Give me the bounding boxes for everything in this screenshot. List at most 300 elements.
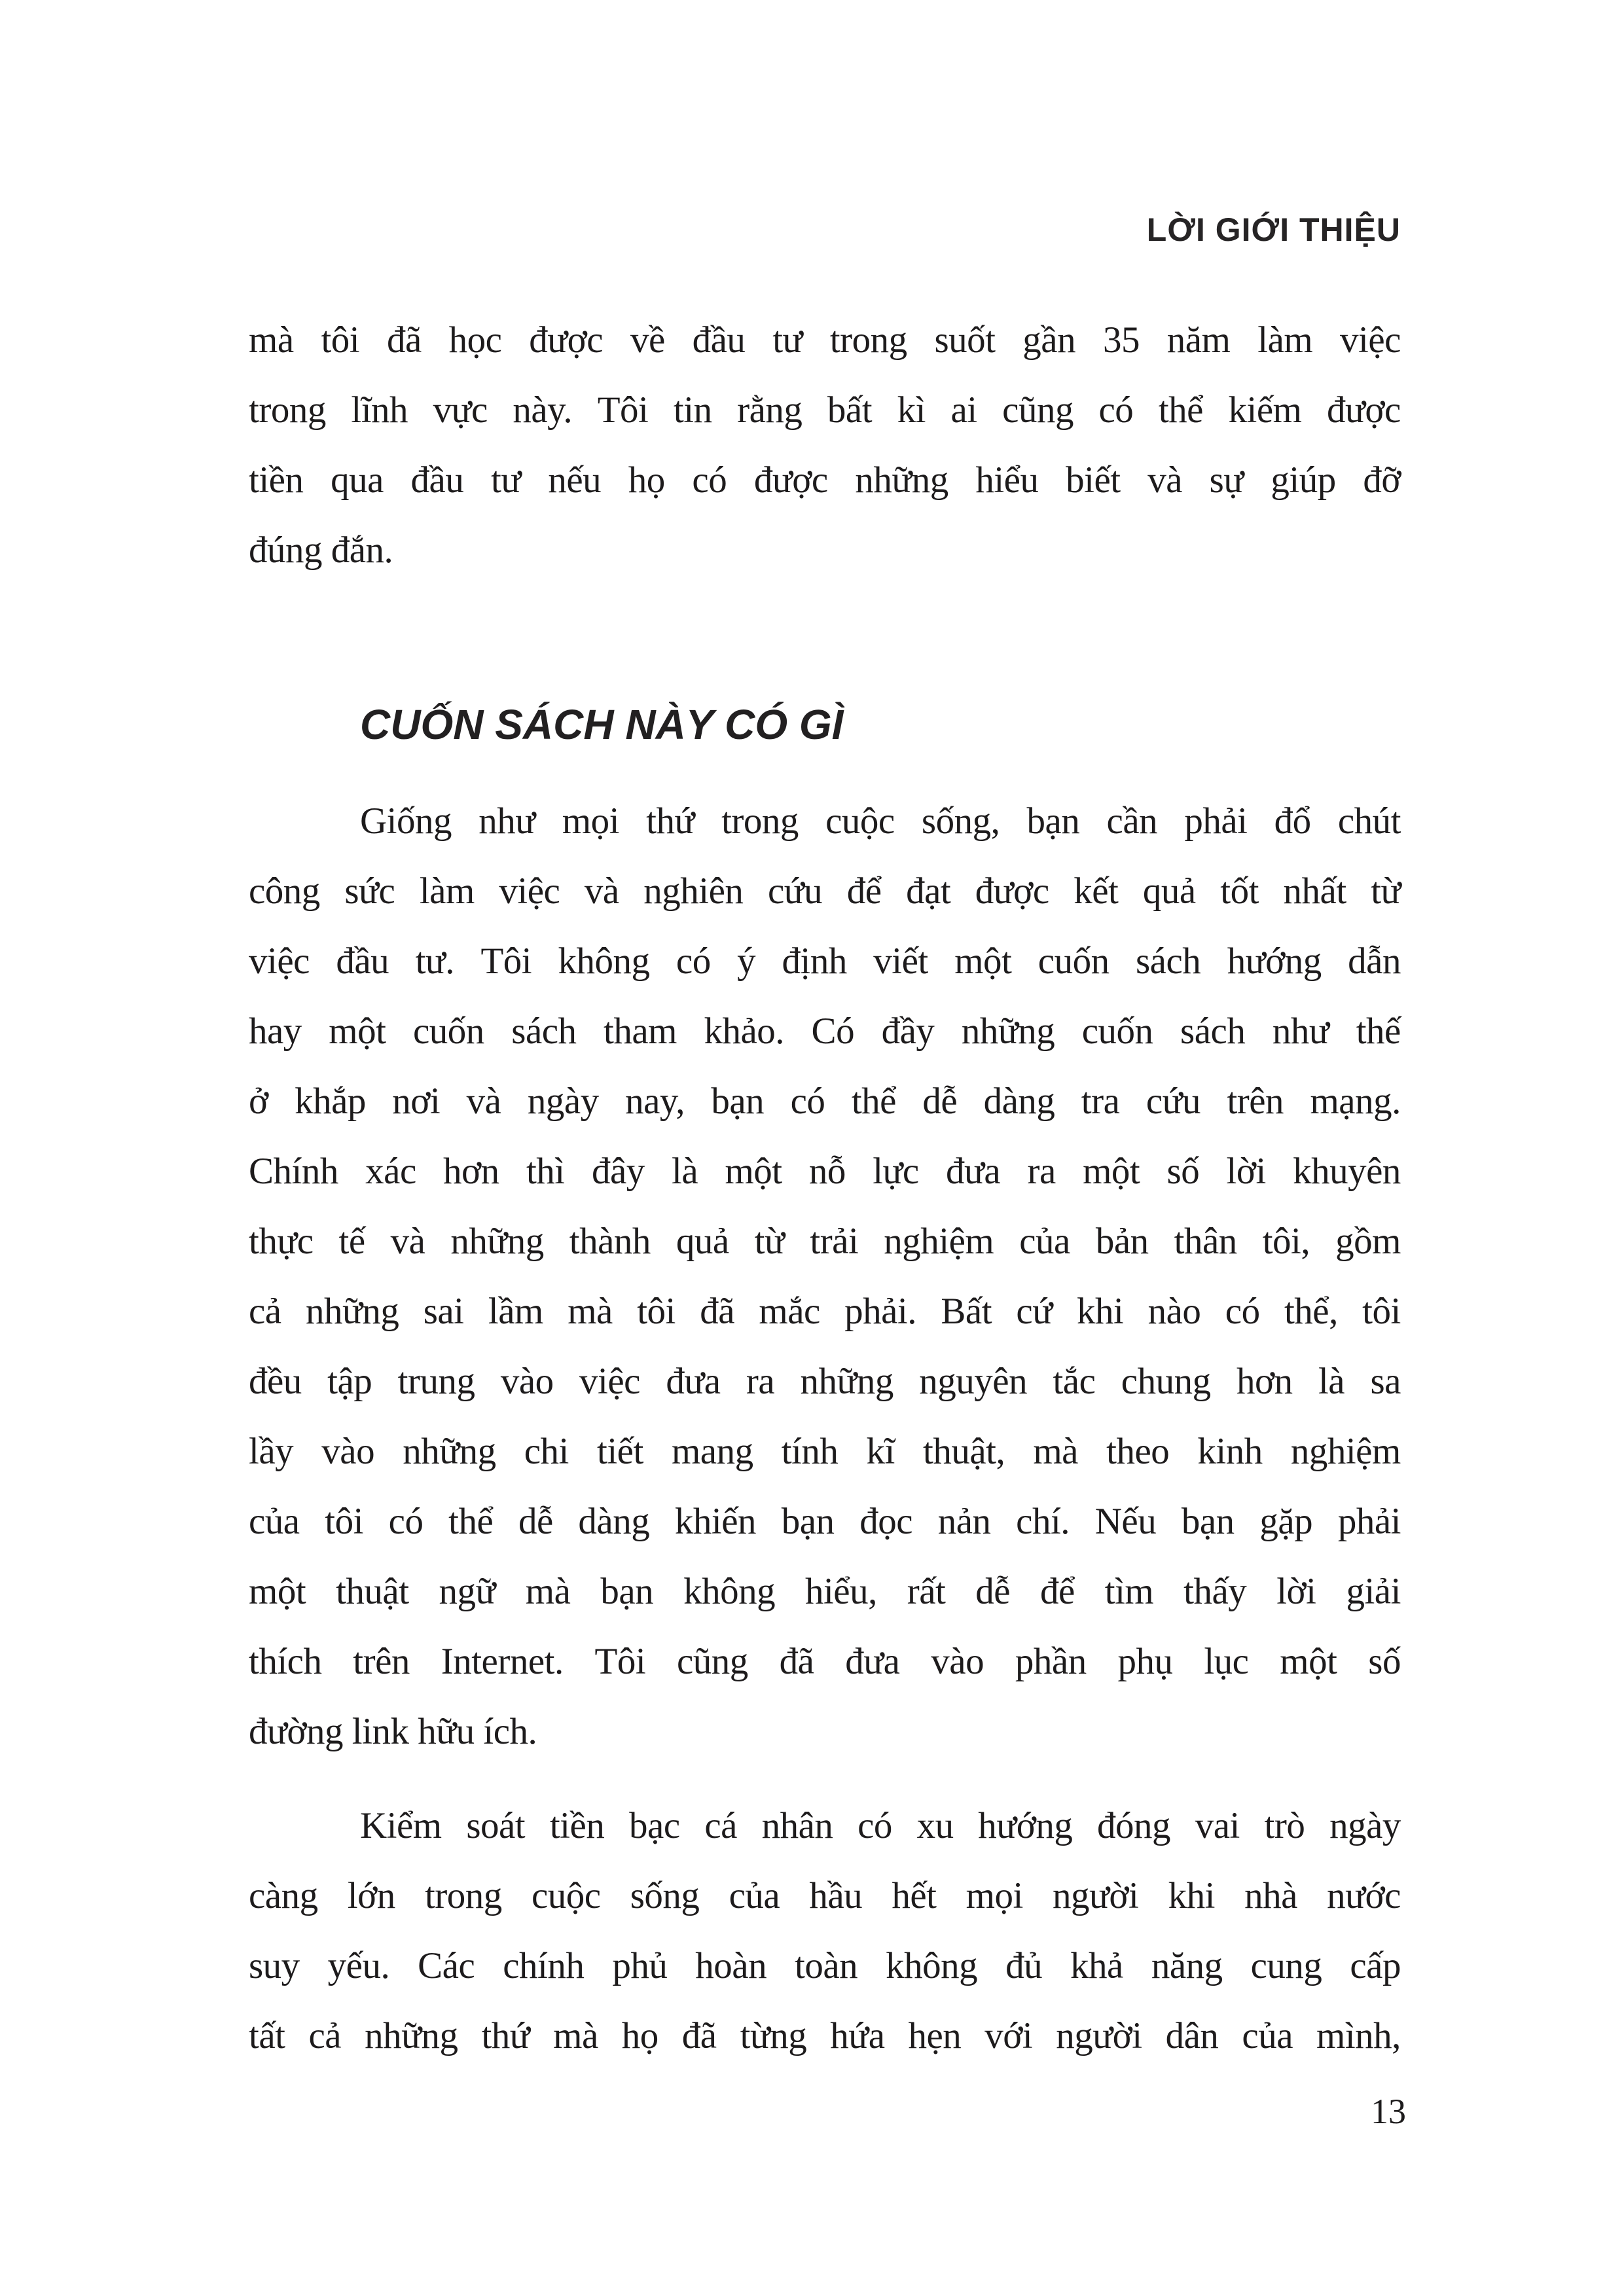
word: đóng: [1097, 1805, 1171, 1846]
word: viết: [873, 941, 928, 982]
word: dàng: [578, 1501, 650, 1542]
word: tôi: [1362, 1291, 1401, 1332]
word: hoàn: [695, 1945, 767, 1986]
word: tắc: [1053, 1361, 1096, 1402]
word: vai: [1195, 1805, 1240, 1846]
word: ý: [737, 941, 756, 982]
word: những: [365, 2015, 458, 2056]
word: được: [975, 870, 1049, 912]
word: dễ: [975, 1571, 1011, 1612]
word: ra: [746, 1361, 775, 1402]
word: từ: [1371, 870, 1401, 912]
word: của: [249, 1501, 300, 1542]
word: hầu: [809, 1875, 863, 1916]
word: kết: [1074, 870, 1119, 912]
word: đầy: [881, 1011, 935, 1052]
word: này.: [513, 389, 573, 431]
word: những: [855, 459, 948, 501]
word: hướng: [1227, 941, 1322, 982]
word: gần: [1022, 319, 1076, 361]
word: bạn: [600, 1571, 654, 1612]
word: mang: [671, 1431, 753, 1472]
text-line: [249, 1136, 1401, 1206]
word: bạn: [781, 1501, 835, 1542]
word: sống: [630, 1875, 700, 1916]
word: tốt: [1220, 870, 1259, 912]
running-header: LỜI GIỚI THIỆU: [1146, 211, 1401, 248]
word: kinh: [1197, 1431, 1263, 1472]
word: không: [886, 1945, 978, 1986]
word: với: [984, 2015, 1033, 2056]
word: soát: [466, 1805, 526, 1846]
word: cuốn: [1081, 1011, 1153, 1052]
word: đã: [700, 1291, 735, 1332]
word: lầm: [488, 1291, 543, 1332]
word: khảo.: [704, 1011, 785, 1052]
word: và: [584, 870, 619, 912]
word: phải: [1184, 800, 1248, 842]
word: họ: [621, 2015, 659, 2056]
word: học: [448, 319, 502, 361]
word: Bất: [941, 1291, 992, 1332]
word: và: [390, 1221, 425, 1262]
text-line: [249, 445, 1401, 515]
word: sống,: [921, 800, 1000, 842]
word: bạn: [1026, 800, 1080, 842]
word: cuốn: [412, 1011, 484, 1052]
word: định: [782, 941, 847, 982]
word: Giống: [360, 800, 452, 842]
word: dễ: [518, 1501, 553, 1542]
word: khiến: [674, 1501, 757, 1542]
word: đầu: [692, 319, 746, 361]
word: toàn: [795, 1945, 858, 1986]
word: những: [450, 1221, 544, 1262]
word: của: [1242, 2015, 1293, 2056]
word: tư: [490, 459, 521, 501]
word: những: [800, 1361, 893, 1402]
word: tôi: [325, 1501, 363, 1542]
word: lời: [1276, 1571, 1316, 1612]
word: mà: [1033, 1431, 1078, 1472]
word: ra: [1027, 1151, 1056, 1192]
word: đạt: [906, 870, 951, 912]
word: được: [529, 319, 604, 361]
word: hướng: [978, 1805, 1073, 1846]
word: ai: [950, 389, 977, 431]
word: có: [857, 1805, 892, 1846]
word: hiểu,: [804, 1571, 877, 1612]
word: cũng: [677, 1641, 748, 1682]
text-line: [249, 1416, 1401, 1486]
word: trên: [353, 1641, 410, 1682]
text-line: [249, 1066, 1401, 1136]
word: ngày: [527, 1081, 599, 1122]
word: người: [1053, 1875, 1139, 1916]
word: cuộc: [531, 1875, 601, 1916]
text-line: [249, 1486, 1401, 1556]
word: thể: [448, 1501, 494, 1542]
word: đổ: [1274, 800, 1311, 842]
word: người: [1056, 2015, 1142, 2056]
word: vào: [500, 1361, 554, 1402]
word: thành: [569, 1221, 651, 1262]
word: bất: [827, 389, 873, 431]
word: đỡ: [1363, 459, 1401, 501]
word: rất: [907, 1571, 946, 1612]
text-line: [249, 1931, 1401, 2001]
word: sức: [344, 870, 395, 912]
word: ngày: [1329, 1805, 1401, 1846]
word: đều: [249, 1361, 302, 1402]
word: năm: [1166, 319, 1231, 361]
word: như: [478, 800, 535, 842]
word: họ: [628, 459, 665, 501]
word: dẫn: [1348, 941, 1401, 982]
word: bạc: [629, 1805, 680, 1846]
word: ở: [249, 1081, 268, 1122]
word: ngữ: [439, 1571, 496, 1612]
word: Internet.: [441, 1641, 564, 1682]
word: có: [790, 1081, 825, 1122]
word: thân: [1174, 1221, 1237, 1262]
word: hẹn: [908, 2015, 962, 2056]
word: mà: [525, 1571, 571, 1612]
word: tôi: [321, 319, 360, 361]
word: được: [1327, 389, 1401, 431]
word: một: [1280, 1641, 1337, 1682]
word: cứu: [1146, 1081, 1201, 1122]
word: càng: [249, 1875, 318, 1916]
word: lĩnh: [351, 389, 408, 431]
word: lầy: [249, 1431, 294, 1472]
word: tư.: [415, 941, 455, 982]
word: tư: [772, 319, 803, 361]
word: Tôi: [597, 389, 649, 431]
word: kì: [897, 389, 926, 431]
word: cuốn: [1038, 941, 1110, 982]
word: những: [961, 1011, 1055, 1052]
word: nguyên: [919, 1361, 1028, 1402]
word: thể: [851, 1081, 896, 1122]
word: nhất: [1283, 870, 1346, 912]
word: một: [725, 1151, 782, 1192]
word: nản: [937, 1501, 991, 1542]
word: để: [1040, 1571, 1075, 1612]
text-line: [249, 996, 1401, 1066]
word: nghiệm: [884, 1221, 994, 1262]
word: Tôi: [480, 941, 532, 982]
text-line: [249, 1556, 1401, 1626]
word: vào: [931, 1641, 984, 1682]
word: phải: [1337, 1501, 1401, 1542]
word: tất: [249, 2015, 285, 2056]
word: là: [1318, 1361, 1345, 1402]
word: việc: [499, 870, 560, 912]
word: năng: [1151, 1945, 1223, 1986]
word: và: [466, 1081, 501, 1122]
word: là: [672, 1151, 698, 1192]
word: để: [846, 870, 882, 912]
word: phụ: [1117, 1641, 1173, 1682]
text-line: đúng đắn.: [249, 529, 393, 571]
text-line: [249, 305, 1401, 375]
word: có: [1098, 389, 1134, 431]
word: đã: [681, 2015, 717, 2056]
word: của: [1019, 1221, 1070, 1262]
word: một: [1083, 1151, 1140, 1192]
word: những: [305, 1291, 399, 1332]
word: trò: [1264, 1805, 1305, 1846]
word: thuật,: [922, 1431, 1005, 1472]
word: tin: [673, 389, 712, 431]
word: từ: [754, 1221, 785, 1262]
word: kiếm: [1228, 389, 1302, 431]
word: xu: [916, 1805, 954, 1846]
word: cả: [249, 1291, 281, 1332]
word: đầu: [336, 941, 389, 982]
word: hiểu: [975, 459, 1039, 501]
word: sa: [1370, 1361, 1401, 1402]
word: khuyên: [1293, 1151, 1401, 1192]
word: phần: [1015, 1641, 1087, 1682]
word: việc: [249, 941, 310, 982]
word: số: [1166, 1151, 1200, 1192]
section-heading: CUỐN SÁCH NÀY CÓ GÌ: [360, 701, 844, 748]
word: hết: [892, 1875, 937, 1916]
word: của: [729, 1875, 780, 1916]
word: một: [954, 941, 1012, 982]
word: mà: [568, 1291, 613, 1332]
word: cứ: [1016, 1291, 1053, 1332]
word: mọi: [965, 1875, 1023, 1916]
word: về: [630, 319, 665, 361]
word: tế: [338, 1221, 365, 1262]
word: lực: [873, 1151, 919, 1192]
word: lục: [1204, 1641, 1249, 1682]
word: thuật: [336, 1571, 409, 1612]
word: nào: [1147, 1291, 1201, 1332]
word: sách: [1180, 1011, 1246, 1052]
word: quả: [676, 1221, 729, 1262]
word: có: [676, 941, 711, 982]
word: cả: [308, 2015, 342, 2056]
word: trong: [721, 800, 799, 842]
text-line: [249, 1206, 1401, 1276]
paragraph: [249, 1791, 1401, 2071]
word: mạng.: [1310, 1081, 1401, 1122]
word: sự: [1209, 459, 1244, 501]
word: tìm: [1104, 1571, 1154, 1612]
word: vào: [321, 1431, 375, 1472]
word: chí.: [1016, 1501, 1070, 1542]
word: cũng: [1002, 389, 1074, 431]
word: trải: [810, 1221, 859, 1262]
word: tôi,: [1262, 1221, 1310, 1262]
word: thì: [526, 1151, 565, 1192]
word: cứu: [767, 870, 823, 912]
word: bạn: [1181, 1501, 1235, 1542]
word: chút: [1337, 800, 1401, 842]
word: làm: [419, 870, 475, 912]
word: nhân: [761, 1805, 833, 1846]
word: tra: [1081, 1081, 1120, 1122]
word: được: [753, 459, 828, 501]
word: thứ: [646, 800, 695, 842]
word: phải.: [844, 1291, 917, 1332]
word: thực: [249, 1221, 314, 1262]
word: dễ: [922, 1081, 958, 1122]
word: trong: [829, 319, 907, 361]
text-line: [249, 786, 1401, 856]
word: biết: [1066, 459, 1121, 501]
word: yếu.: [327, 1945, 390, 1986]
word: trong: [424, 1875, 502, 1916]
word: vực: [433, 389, 488, 431]
word: bản: [1095, 1221, 1149, 1262]
word: khả: [1070, 1945, 1123, 1986]
word: Chính: [249, 1151, 338, 1192]
word: dàng: [983, 1081, 1055, 1122]
word: tập: [327, 1361, 372, 1402]
word: tiết: [597, 1431, 643, 1472]
word: suốt: [934, 319, 996, 361]
word: nghiệm: [1290, 1431, 1401, 1472]
text-line: [249, 856, 1401, 926]
word: dân: [1165, 2015, 1219, 2056]
word: cuộc: [825, 800, 895, 842]
word: khi: [1168, 1875, 1215, 1916]
word: sai: [423, 1291, 464, 1332]
text-line: [249, 375, 1401, 445]
word: rằng: [737, 389, 803, 431]
word: Các: [418, 1945, 475, 1986]
word: nước: [1327, 1875, 1401, 1916]
word: đưa: [666, 1361, 721, 1402]
word: trung: [397, 1361, 475, 1402]
word: Tôi: [594, 1641, 646, 1682]
word: tham: [604, 1011, 677, 1052]
word: khi: [1076, 1291, 1124, 1332]
word: cá: [704, 1805, 737, 1846]
word: quả: [1142, 870, 1196, 912]
word: và: [1147, 459, 1183, 501]
word: tiền: [549, 1805, 605, 1846]
word: đưa: [946, 1151, 1001, 1192]
word: đã: [779, 1641, 814, 1682]
text-block: [249, 305, 1401, 2071]
word: cần: [1106, 800, 1158, 842]
word: công: [249, 870, 320, 912]
text-line: [249, 926, 1401, 996]
word: đưa: [845, 1641, 900, 1682]
word: xác: [365, 1151, 416, 1192]
word: nghiên: [643, 870, 744, 912]
word: 35: [1102, 319, 1140, 361]
word: như: [1272, 1011, 1329, 1052]
word: thấy: [1183, 1571, 1247, 1612]
word: nay,: [625, 1081, 685, 1122]
text-line: đường link hữu ích.: [249, 1711, 537, 1752]
word: có: [388, 1501, 424, 1542]
word: mọi: [562, 800, 619, 842]
word: mắc: [759, 1291, 820, 1332]
word: lời: [1226, 1151, 1266, 1192]
word: trong: [249, 389, 326, 431]
word: đọc: [859, 1501, 913, 1542]
word: qua: [331, 459, 384, 501]
text-line: [249, 2001, 1401, 2071]
word: chi: [524, 1431, 569, 1472]
word: cung: [1250, 1945, 1322, 1986]
paragraph: [249, 786, 1401, 1767]
text-line: [249, 1791, 1401, 1861]
word: một: [329, 1011, 386, 1052]
word: giúp: [1271, 459, 1336, 501]
word: hứa: [830, 2015, 885, 2056]
word: cấp: [1350, 1945, 1401, 1986]
word: tiền: [249, 459, 304, 501]
word: chính: [503, 1945, 585, 1986]
word: thể,: [1284, 1291, 1338, 1332]
word: mà: [553, 2015, 598, 2056]
word: số: [1368, 1641, 1401, 1682]
word: mình,: [1316, 2015, 1401, 2056]
word: chung: [1121, 1361, 1211, 1402]
word: Kiểm: [360, 1805, 442, 1846]
word: sách: [1136, 941, 1201, 982]
word: làm: [1257, 319, 1313, 361]
word: khắp: [295, 1081, 366, 1122]
word: nơi: [392, 1081, 441, 1122]
text-line: [249, 1346, 1401, 1416]
word: tính: [781, 1431, 839, 1472]
word: trên: [1227, 1081, 1284, 1122]
word: thế: [1356, 1011, 1401, 1052]
word: việc: [1340, 319, 1401, 361]
word: nếu: [548, 459, 602, 501]
word: hay: [249, 1011, 302, 1052]
word: đây: [591, 1151, 645, 1192]
word: mà: [249, 319, 294, 361]
word: không: [683, 1571, 776, 1612]
word: lớn: [347, 1875, 395, 1916]
word: có: [1225, 1291, 1260, 1332]
word: không: [558, 941, 650, 982]
word: giải: [1346, 1571, 1401, 1612]
word: đủ: [1005, 1945, 1043, 1986]
paragraph: [249, 305, 1401, 585]
word: những: [403, 1431, 496, 1472]
word: kĩ: [866, 1431, 895, 1472]
word: Có: [811, 1011, 855, 1052]
word: hơn: [1236, 1361, 1293, 1402]
word: hơn: [443, 1151, 499, 1192]
word: có: [692, 459, 727, 501]
word: đầu: [410, 459, 464, 501]
word: phủ: [612, 1945, 668, 1986]
word: thích: [249, 1641, 322, 1682]
word: gồm: [1335, 1221, 1401, 1262]
text-line: [249, 1861, 1401, 1931]
word: việc: [579, 1361, 640, 1402]
word: thứ: [481, 2015, 530, 2056]
word: một: [249, 1571, 306, 1612]
word: thể: [1158, 389, 1203, 431]
word: suy: [249, 1945, 300, 1986]
word: tôi: [637, 1291, 676, 1332]
page-number: 13: [1371, 2092, 1406, 2131]
